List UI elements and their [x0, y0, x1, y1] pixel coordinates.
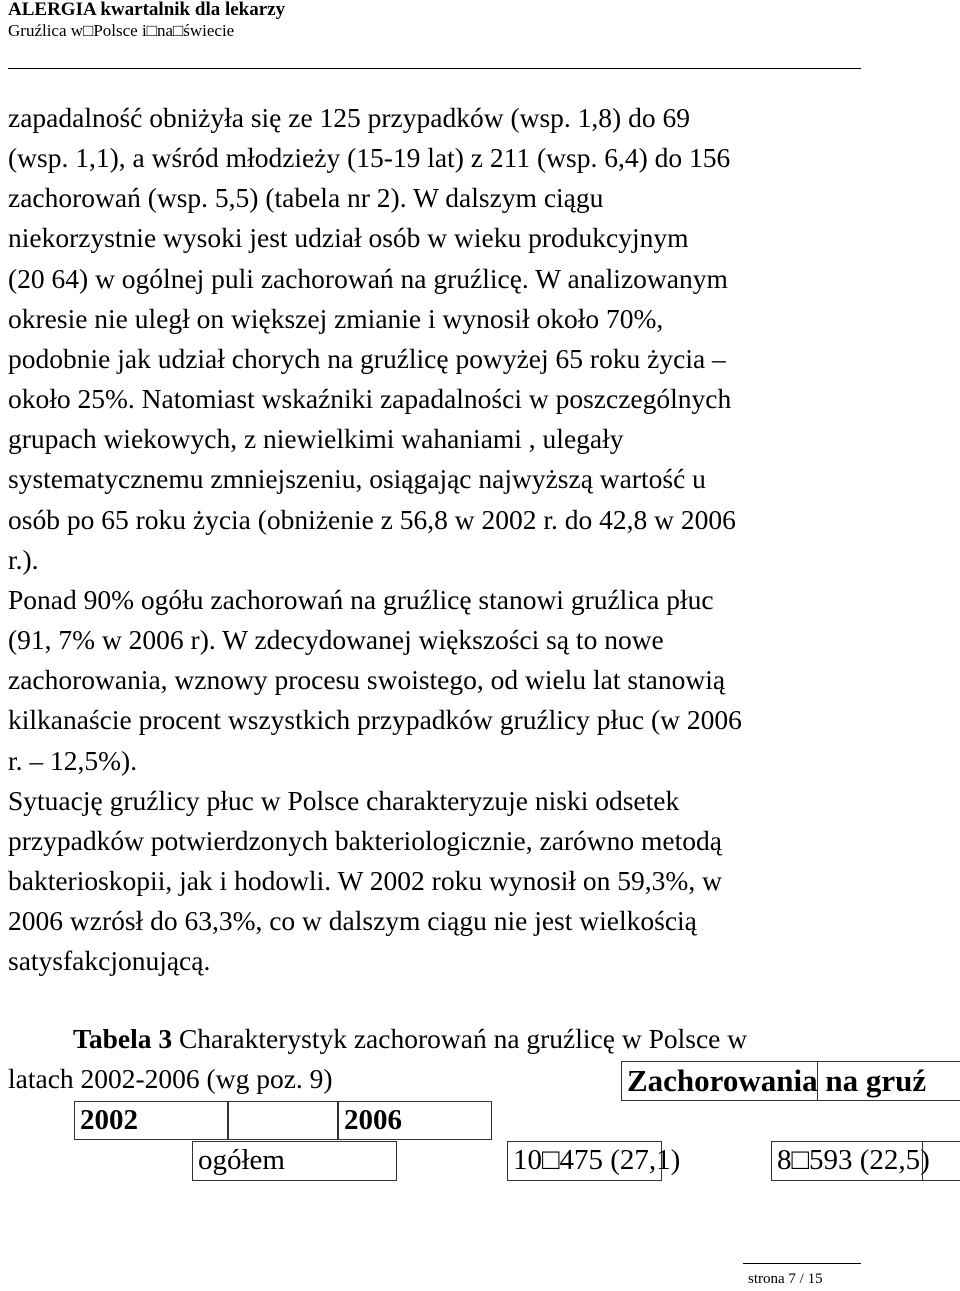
body-line: zachorowania, wznowy procesu swoistego, od wielu lat stanowią [8, 664, 726, 696]
table-caption-line [8, 1019, 960, 1059]
table-header-cell: Zachorowania na gruź [621, 1061, 960, 1101]
page-number: strona 7 / 15 [748, 1271, 823, 1287]
body-line: kilkanaście procent wszystkich przypadków gruźlicy płuc (w 2006 [8, 704, 742, 736]
body-line: (wsp. 1,1), a wśród młodzieży (15-19 lat) z 211 (wsp. 6,4) do 156 [8, 142, 731, 174]
body-line: (91, 7% w 2006 r). W zdecydowanej większości są to nowe [8, 624, 664, 656]
table-empty-cell [228, 1101, 338, 1140]
body-line: zachorowań (wsp. 5,5) (tabela nr 2). W dalszym ciągu [8, 182, 604, 214]
body-line: bakterioskopii, jak i hodowli. W 2002 roku wynosił on 59,3%, w [8, 864, 722, 896]
table-cell-divider [817, 1061, 818, 1101]
body-line: zapadalność obniżyła się ze 125 przypadków (wsp. 1,8) do 69 [8, 102, 690, 133]
body-line: okresie nie uległ on większej zmianie i wynosił około 70%, [8, 302, 664, 334]
article-title: Gruźlica w□Polsce i□na□świecie [8, 21, 235, 40]
body-line: osób po 65 roku życia (obniżenie z 56,8 w 2002 r. do 42,8 w 2006 [8, 503, 736, 535]
table-value-2006: 8□593 (22,5) [771, 1141, 960, 1181]
table-year-2006: 2006 [338, 1101, 492, 1140]
table-caption-text: Charakterystyk zachorowań na gruźlicę w Polsce w [172, 1023, 748, 1054]
table-value-2002: 10□475 (27,1) [507, 1141, 662, 1181]
body-line: r. – 12,5%). [8, 744, 138, 776]
body-line: systematycznemu zmniejszeniu, osiągając najwyższą wartość u [8, 463, 706, 495]
article-body [8, 98, 960, 981]
journal-title: ALERGIA kwartalnik dla lekarzy [8, 0, 286, 20]
table-caption-line: latach 2002-2006 (wg poz. 9) [8, 1063, 333, 1094]
table-cell-divider [922, 1141, 923, 1181]
body-line: przypadków potwierdzonych bakteriologicznie, zarówno metodą [8, 824, 722, 856]
body-line: satysfakcjonującą. [8, 945, 211, 977]
body-line: Sytuację gruźlicy płuc w Polsce charakteryzuje niski odsetek [8, 784, 680, 816]
table-row-label: ogółem [192, 1141, 397, 1181]
body-line: podobnie jak udział chorych na gruźlicę powyżej 65 roku życia – [8, 342, 726, 374]
body-line: niekorzystnie wysoki jest udział osób w wieku produkcyjnym [8, 222, 689, 254]
body-line: grupach wiekowych, z niewielkimi wahaniami , ulegały [8, 423, 624, 455]
table-caption-label: Tabela 3 [73, 1023, 173, 1054]
body-line: r.). [8, 543, 39, 575]
table-year-2002: 2002 [74, 1101, 228, 1140]
body-line: Ponad 90% ogółu zachorowań na gruźlicę stanowi gruźlica płuc [8, 583, 714, 615]
footer-divider [743, 1263, 861, 1264]
body-line: około 25%. Natomiast wskaźniki zapadalności w poszczególnych [8, 383, 732, 415]
header-divider [8, 68, 861, 69]
body-line: (20 64) w ogólnej puli zachorowań na gruźlicę. W analizowanym [8, 262, 728, 294]
body-line: 2006 wzrósł do 63,3%, co w dalszym ciągu nie jest wielkością [8, 905, 697, 937]
